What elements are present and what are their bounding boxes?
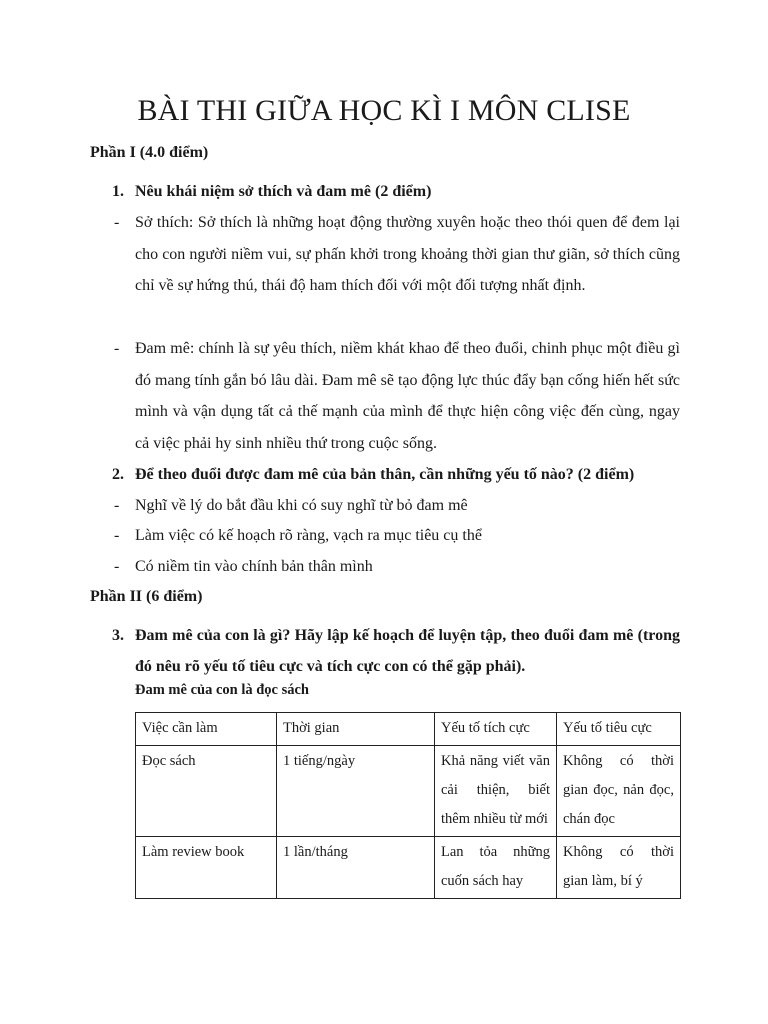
table-row xyxy=(136,837,681,899)
answer-2-item-text: Làm việc có kế hoạch rõ ràng, vạch ra mục tiêu cụ thể xyxy=(135,527,482,544)
plan-table xyxy=(135,712,681,899)
question-3-number: 3. xyxy=(112,627,124,644)
page-title: BÀI THI GIỮA HỌC KÌ I MÔN CLISE xyxy=(137,94,631,127)
part2-heading: Phần II (6 điểm) xyxy=(90,588,203,605)
answer-1-item-hobby: - Sở thích: Sở thích là những hoạt động thường xuyên hoặc theo thói quen để đem lại cho con người niềm vui, sự phấn khởi trong khoảng thời gian thư giãn, sở thích cũng chỉ về sự hứng thú, thái độ ham thích đối với một đối tượng nhất định. xyxy=(112,207,680,302)
question-1-number: 1. xyxy=(112,183,124,200)
question-2-text: Để theo đuổi được đam mê của bản thân, cần những yếu tố nào? (2 điểm) xyxy=(135,466,635,483)
table-cell: 1 lần/tháng xyxy=(277,837,435,899)
table-cell: Đọc sách xyxy=(136,746,277,837)
table-header-cell: Yếu tố tích cực xyxy=(435,713,557,746)
question-2-number: 2. xyxy=(112,466,124,483)
table-cell: Làm review book xyxy=(136,837,277,899)
question-1-text: Nêu khái niệm sở thích và đam mê (2 điểm) xyxy=(135,183,432,200)
answer-2-item: - Làm việc có kế hoạch rõ ràng, vạch ra mục tiêu cụ thể xyxy=(112,520,680,552)
answer-2-item: - Có niềm tin vào chính bản thân mình xyxy=(112,551,680,583)
table-row xyxy=(136,746,681,837)
table-cell: Không có thời gian làm, bí ý xyxy=(557,837,681,899)
question-3-text: Đam mê của con là gì? Hãy lập kế hoạch để luyện tập, theo đuổi đam mê (trong đó nêu rõ yếu tố tiêu cực và tích cực con có thể gặp phải). xyxy=(135,627,680,675)
part1-heading: Phần I (4.0 điểm) xyxy=(90,144,209,161)
answer-2-item-text: Có niềm tin vào chính bản thân mình xyxy=(135,558,373,575)
table-cell: Khả năng viết văn cải thiện, biết thêm nhiều từ mới xyxy=(435,746,557,837)
question-1 xyxy=(112,175,680,208)
question-2 xyxy=(112,458,680,491)
answer-1-item-text: Đam mê: chính là sự yêu thích, niềm khát khao để theo đuổi, chinh phục một điều gì đó mang tính gắn bó lâu dài. Đam mê sẽ tạo động lực thúc đẩy bạn cống hiến hết sức mình và vận dụng tất cả thế mạnh của mình để thực hiện công việc đến cùng, ngay cả việc phải hy sinh nhiều thứ trong cuộc sống. xyxy=(135,340,680,452)
table-header-cell: Yếu tố tiêu cực xyxy=(557,713,681,746)
table-cell: 1 tiếng/ngày xyxy=(277,746,435,837)
passion-subheading: Đam mê của con là đọc sách xyxy=(135,682,309,698)
table-cell: Lan tỏa những cuốn sách hay xyxy=(435,837,557,899)
question-3 xyxy=(112,620,680,682)
table-header-cell: Thời gian xyxy=(277,713,435,746)
answer-1-item-passion: - Đam mê: chính là sự yêu thích, niềm khát khao để theo đuổi, chinh phục một điều gì đó mang tính gắn bó lâu dài. Đam mê sẽ tạo động lực thúc đẩy bạn cống hiến hết sức mình và vận dụng tất cả thế mạnh của mình để thực hiện công việc đến cùng, ngay cả việc phải hy sinh nhiều thứ trong cuộc sống. xyxy=(112,333,680,459)
answer-2-item-text: Nghĩ về lý do bắt đầu khi có suy nghĩ từ bỏ đam mê xyxy=(135,497,468,514)
answer-2-item: - Nghĩ về lý do bắt đầu khi có suy nghĩ từ bỏ đam mê xyxy=(112,490,680,522)
table-cell: Không có thời gian đọc, nản đọc, chán đọc xyxy=(557,746,681,837)
answer-1-item-text: Sở thích: Sở thích là những hoạt động thường xuyên hoặc theo thói quen để đem lại cho con người niềm vui, sự phấn khởi trong khoảng thời gian thư giãn, sở thích cũng chỉ về sự hứng thú, thái độ ham thích đối với một đối tượng nhất định. xyxy=(135,214,680,294)
table-header-row xyxy=(136,713,681,746)
table-header-cell: Việc cần làm xyxy=(136,713,277,746)
